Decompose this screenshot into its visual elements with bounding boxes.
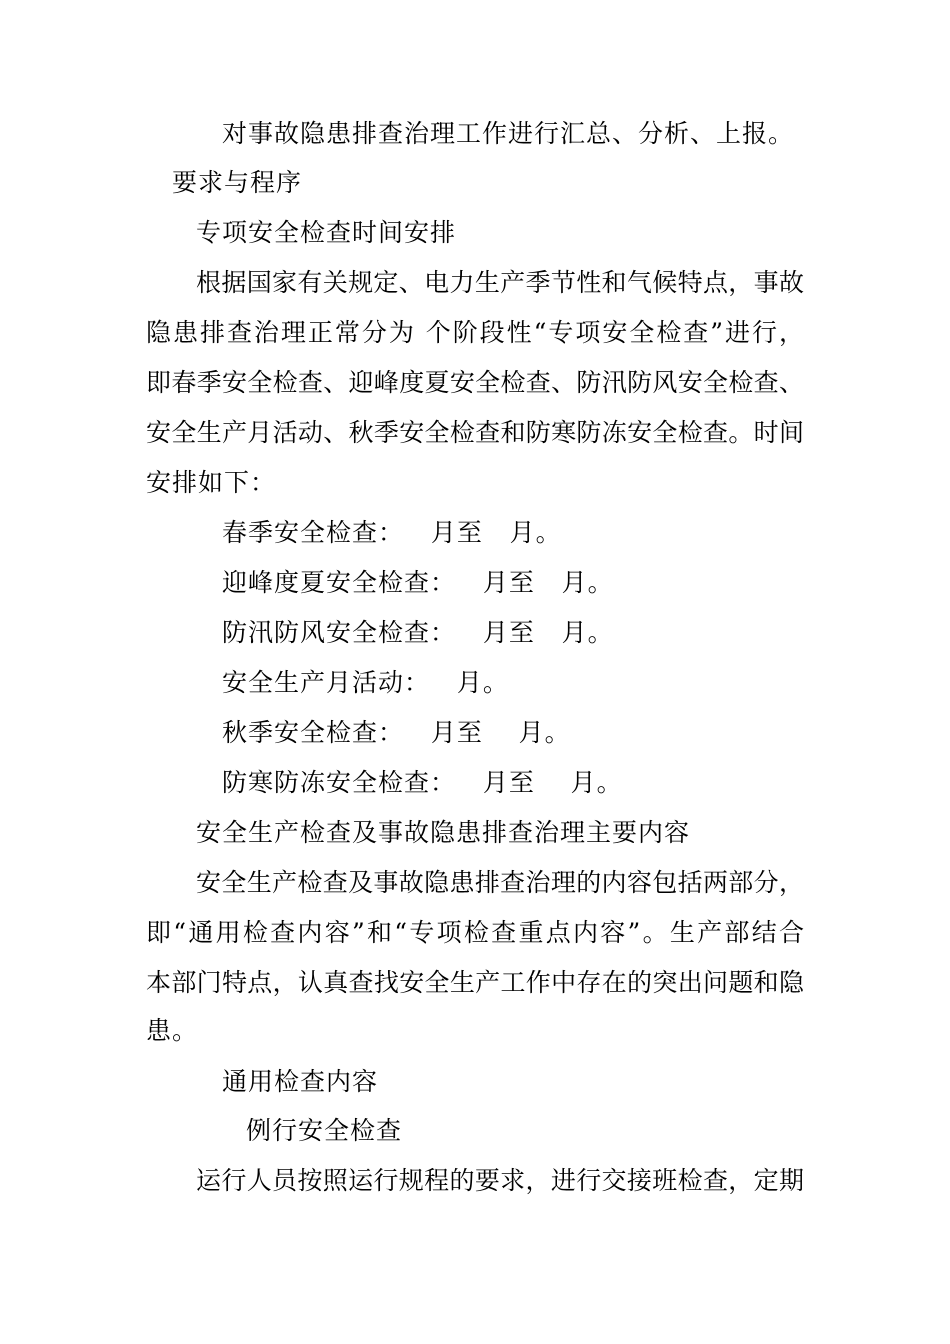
schedule-item: 防寒防冻安全检查： 月至 月。: [222, 768, 623, 797]
schedule-item: 迎峰度夏安全检查： 月至 月。: [222, 568, 614, 597]
paragraph-line: 隐患排查治理正常分为 个阶段性“专项安全检查”进行，: [146, 318, 804, 347]
paragraph-line: 安排如下：: [146, 468, 277, 497]
schedule-item: 安全生产月活动： 月。: [222, 668, 509, 697]
schedule-item: 防汛防风安全检查： 月至 月。: [222, 618, 614, 647]
section-heading: 要求与程序: [172, 168, 303, 197]
paragraph-line: 即春季安全检查、迎峰度夏安全检查、防汛防风安全检查、: [146, 368, 804, 397]
paragraph-line: 根据国家有关规定、电力生产季节性和气候特点，事故: [196, 268, 804, 297]
subsection-heading: 例行安全检查: [246, 1116, 403, 1145]
subsection-heading: 通用检查内容: [222, 1067, 379, 1096]
subsection-heading: 安全生产检查及事故隐患排查治理主要内容: [196, 818, 691, 847]
schedule-item: 春季安全检查： 月至 月。: [222, 518, 562, 547]
paragraph-line: 安全生产检查及事故隐患排查治理的内容包括两部分，: [196, 868, 804, 897]
subsection-heading: 专项安全检查时间安排: [196, 218, 457, 247]
paragraph-line: 患。: [146, 1016, 199, 1045]
schedule-item: 秋季安全检查： 月至 月。: [222, 718, 571, 747]
paragraph-line: 安全生产月活动、秋季安全检查和防寒防冻安全检查。时间: [146, 418, 804, 447]
paragraph-line: 即“通用检查内容”和“专项检查重点内容”。生产部结合: [146, 918, 804, 947]
paragraph-line: 运行人员按照运行规程的要求，进行交接班检查，定期: [196, 1166, 804, 1195]
paragraph-line: 对事故隐患排查治理工作进行汇总、分析、上报。: [222, 119, 795, 148]
paragraph-line: 本部门特点，认真查找安全生产工作中存在的突出问题和隐: [146, 968, 804, 997]
